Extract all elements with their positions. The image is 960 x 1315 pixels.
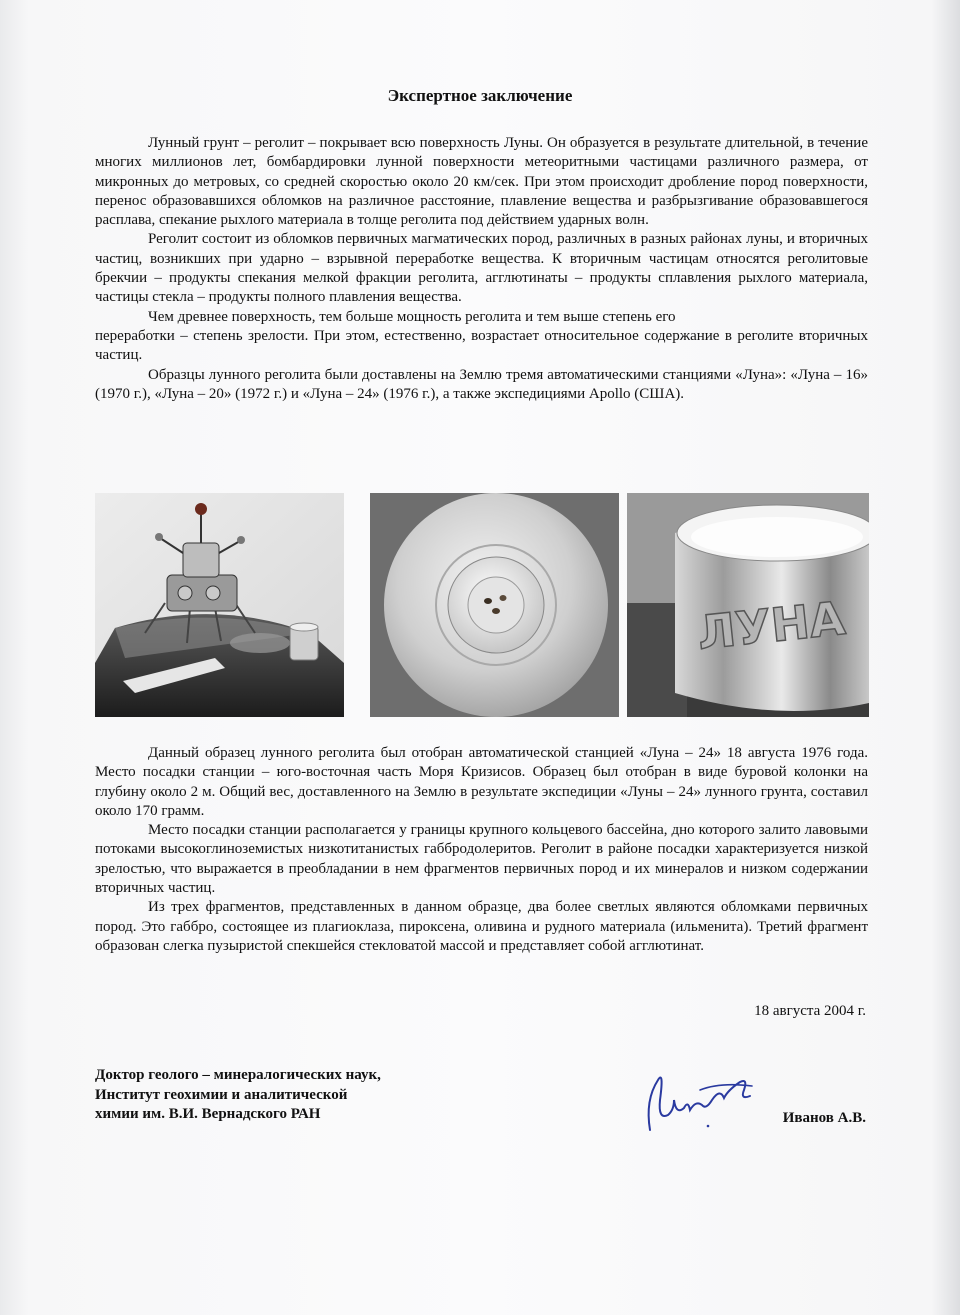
engraved-metal-capsule-photo — [627, 493, 869, 717]
paragraph: Образцы лунного реголита были доставлены на Землю тремя автоматическими станциями «Луна»: «Луна – 16» (1970 г.), «Луна – 20» (1972 г.) и «Луна – 24» (1976 г.), а также экспедициями Apollo (США). — [95, 366, 868, 402]
capsule-engraving: ЛУНА — [694, 590, 848, 661]
paragraph: переработки – степень зрелости. При этом, естественно, возрастает относительное содержание в реголите вторичных частиц. — [95, 327, 868, 364]
paragraph: Место посадки станции располагается у границы крупного кольцевого бассейна, дно которого залито лавовыми потоками высокоглиноземистых низкотитанистых габбродолеритов. Реголит в районе посадки характеризуется низкой зрелостью, что выражается в преобладании в нем фрагментов первичных пород и их минералов и низком содержании вторичных частиц. — [95, 822, 868, 897]
signer-name: Иванов А.В. — [782, 1110, 866, 1126]
silver-disc-with-regolith-fragments-photo — [370, 493, 619, 717]
document-title: Экспертное заключение — [387, 86, 573, 105]
paragraph: Чем древнее поверхность, тем больше мощность реголита и тем выше степень его — [148, 308, 676, 325]
lunar-lander-model-photo — [95, 493, 344, 717]
paragraph: Лунный грунт – реголит – покрывает всю поверхность Луны. Он образуется в результате длительной, в течение многих миллионов лет, бомбардировки лунной поверхности метеоритными частицами различного размера, от микронных до метровых, со средней скоростью около 20 км/сек. При этом происходит дробление пород поверхности, перенос образовавшихся обломков на различное расстояние, плавление вещества и разбрызгивание образовавшегося расплава, спекание рыхлого материала в толще реголита под действием ударных волн. — [95, 135, 868, 229]
paragraph: Из трех фрагментов, представленных в данном образце, два более светлых являются обломками первичных пород. Это габбро, состоящее из плагиоклаза, пироксена, оливина и рудного материала (ильменита). Третий фрагмент образован слегка пузыристой спекшейся стекловатой массой и представляет собой агглютинат. — [95, 899, 868, 954]
body-text-bottom — [95, 744, 868, 956]
paragraph: Данный образец лунного реголита был отобран автоматической станцией «Луна – 24» 18 августа 1976 года. Место посадки станции – юго-восточная часть Моря Кризисов. Образец был отобран в виде буровой колонки на глубину около 2 м. Общий вес, доставленного на Землю в результате экспедиции «Луны – 24» лунного грунта, составил около 170 грамм. — [95, 745, 868, 819]
body-text-top — [95, 134, 868, 404]
document-date: 18 августа 2004 г. — [754, 1003, 866, 1019]
handwritten-signature — [640, 1060, 760, 1145]
author-line: Доктор геолого – минералогических наук, — [95, 1067, 381, 1083]
author-line: Институт геохимии и аналитической — [95, 1086, 348, 1103]
paragraph: Реголит состоит из обломков первичных магматических пород, различных в разных районах луны, и вторичных частиц, возникших при ударно – взрывной переработке вещества. К вторичным частицам относятся реголитовые брекчии – продукты спекания мелкой фракции реголита, агглютинаты – продукты сплавления рыхлого материала, частицы стекла – продукты полного плавления вещества. — [95, 231, 868, 306]
author-credentials — [95, 1066, 381, 1125]
author-line: химии им. В.И. Вернадского РАН — [95, 1106, 321, 1122]
